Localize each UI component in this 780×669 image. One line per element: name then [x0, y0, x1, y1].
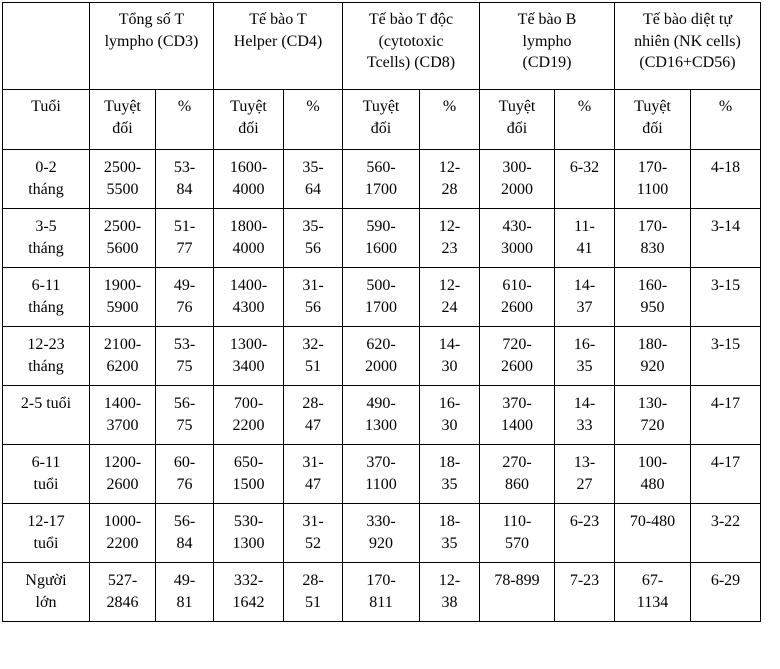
absolute-value-cell: 1400- 4300 — [214, 268, 284, 327]
absolute-value-cell: 67- 1134 — [615, 563, 691, 622]
absolute-value-cell: 100- 480 — [615, 445, 691, 504]
absolute-value-cell: 300- 2000 — [480, 150, 555, 209]
age-group-cell: Người lớn — [3, 563, 90, 622]
percent-value-cell: 53- 75 — [156, 327, 214, 386]
percent-value-cell: 3-15 — [691, 268, 761, 327]
sub-header-absolute: Tuyệt đối — [343, 90, 420, 150]
age-group-cell: 3-5 tháng — [3, 209, 90, 268]
absolute-value-cell: 1300- 3400 — [214, 327, 284, 386]
sub-header-absolute: Tuyệt đối — [214, 90, 284, 150]
percent-value-cell: 31- 47 — [284, 445, 343, 504]
percent-value-cell: 4-18 — [691, 150, 761, 209]
percent-value-cell: 18- 35 — [420, 504, 480, 563]
absolute-value-cell: 160- 950 — [615, 268, 691, 327]
absolute-value-cell: 330- 920 — [343, 504, 420, 563]
absolute-value-cell: 720- 2600 — [480, 327, 555, 386]
group-header-cd19: Tế bào B lympho (CD19) — [480, 3, 615, 90]
sub-header-percent: % — [420, 90, 480, 150]
absolute-value-cell: 110- 570 — [480, 504, 555, 563]
percent-value-cell: 6-29 — [691, 563, 761, 622]
percent-value-cell: 13- 27 — [555, 445, 615, 504]
percent-value-cell: 7-23 — [555, 563, 615, 622]
absolute-value-cell: 560- 1700 — [343, 150, 420, 209]
absolute-value-cell: 270- 860 — [480, 445, 555, 504]
absolute-value-cell: 590- 1600 — [343, 209, 420, 268]
absolute-value-cell: 170- 830 — [615, 209, 691, 268]
percent-value-cell: 56- 84 — [156, 504, 214, 563]
percent-value-cell: 35- 64 — [284, 150, 343, 209]
age-group-cell: 2-5 tuổi — [3, 386, 90, 445]
percent-value-cell: 32- 51 — [284, 327, 343, 386]
sub-header-percent: % — [156, 90, 214, 150]
percent-value-cell: 28- 47 — [284, 386, 343, 445]
percent-value-cell: 28- 51 — [284, 563, 343, 622]
age-group-cell: 0-2 tháng — [3, 150, 90, 209]
absolute-value-cell: 527- 2846 — [90, 563, 156, 622]
percent-value-cell: 60- 76 — [156, 445, 214, 504]
age-group-cell: 12-17 tuổi — [3, 504, 90, 563]
absolute-value-cell: 332- 1642 — [214, 563, 284, 622]
absolute-value-cell: 1600- 4000 — [214, 150, 284, 209]
percent-value-cell: 14- 37 — [555, 268, 615, 327]
absolute-value-cell: 2500- 5500 — [90, 150, 156, 209]
table-row — [3, 386, 761, 445]
percent-value-cell: 6-23 — [555, 504, 615, 563]
absolute-value-cell: 1400- 3700 — [90, 386, 156, 445]
table-row — [3, 327, 761, 386]
percent-value-cell: 3-15 — [691, 327, 761, 386]
group-header-cd3: Tổng số T lympho (CD3) — [90, 3, 214, 90]
percent-value-cell: 3-22 — [691, 504, 761, 563]
absolute-value-cell: 620- 2000 — [343, 327, 420, 386]
age-group-cell: 6-11 tuổi — [3, 445, 90, 504]
sub-header-absolute: Tuyệt đối — [480, 90, 555, 150]
percent-value-cell: 12- 28 — [420, 150, 480, 209]
absolute-value-cell: 2100- 6200 — [90, 327, 156, 386]
absolute-value-cell: 1900- 5900 — [90, 268, 156, 327]
table-row — [3, 563, 761, 622]
sub-header-absolute: Tuyệt đối — [90, 90, 156, 150]
percent-value-cell: 12- 24 — [420, 268, 480, 327]
group-header-cd4: Tế bào T Helper (CD4) — [214, 3, 343, 90]
absolute-value-cell: 1000- 2200 — [90, 504, 156, 563]
group-header-row — [3, 3, 761, 90]
percent-value-cell: 6-32 — [555, 150, 615, 209]
table-row — [3, 445, 761, 504]
percent-value-cell: 12- 23 — [420, 209, 480, 268]
percent-value-cell: 16- 35 — [555, 327, 615, 386]
absolute-value-cell: 78-899 — [480, 563, 555, 622]
sub-header-percent: % — [284, 90, 343, 150]
percent-value-cell: 53- 84 — [156, 150, 214, 209]
sub-header-row — [3, 90, 761, 150]
absolute-value-cell: 500- 1700 — [343, 268, 420, 327]
percent-value-cell: 11- 41 — [555, 209, 615, 268]
absolute-value-cell: 1800- 4000 — [214, 209, 284, 268]
percent-value-cell: 49- 81 — [156, 563, 214, 622]
percent-value-cell: 14- 33 — [555, 386, 615, 445]
table-row — [3, 504, 761, 563]
absolute-value-cell: 490- 1300 — [343, 386, 420, 445]
table-row — [3, 268, 761, 327]
absolute-value-cell: 650- 1500 — [214, 445, 284, 504]
percent-value-cell: 18- 35 — [420, 445, 480, 504]
percent-value-cell: 35- 56 — [284, 209, 343, 268]
age-group-cell: 6-11 tháng — [3, 268, 90, 327]
table-row — [3, 150, 761, 209]
group-header-nk: Tế bào diệt tự nhiên (NK cells) (CD16+CD56) — [615, 3, 761, 90]
corner-cell — [3, 3, 90, 90]
absolute-value-cell: 370- 1100 — [343, 445, 420, 504]
lymphocyte-reference-table — [2, 2, 761, 622]
group-header-cd8: Tế bào T độc (cytotoxic Tcells) (CD8) — [343, 3, 480, 90]
percent-value-cell: 4-17 — [691, 386, 761, 445]
table-row — [3, 209, 761, 268]
percent-value-cell: 56- 75 — [156, 386, 214, 445]
absolute-value-cell: 610- 2600 — [480, 268, 555, 327]
absolute-value-cell: 130- 720 — [615, 386, 691, 445]
percent-value-cell: 49- 76 — [156, 268, 214, 327]
absolute-value-cell: 370- 1400 — [480, 386, 555, 445]
age-group-cell: 12-23 tháng — [3, 327, 90, 386]
percent-value-cell: 51- 77 — [156, 209, 214, 268]
percent-value-cell: 16- 30 — [420, 386, 480, 445]
absolute-value-cell: 170- 811 — [343, 563, 420, 622]
percent-value-cell: 4-17 — [691, 445, 761, 504]
absolute-value-cell: 180- 920 — [615, 327, 691, 386]
absolute-value-cell: 70-480 — [615, 504, 691, 563]
absolute-value-cell: 2500- 5600 — [90, 209, 156, 268]
absolute-value-cell: 170- 1100 — [615, 150, 691, 209]
absolute-value-cell: 430- 3000 — [480, 209, 555, 268]
percent-value-cell: 31- 52 — [284, 504, 343, 563]
percent-value-cell: 12- 38 — [420, 563, 480, 622]
age-header: Tuổi — [3, 90, 90, 150]
sub-header-absolute: Tuyệt đối — [615, 90, 691, 150]
absolute-value-cell: 530- 1300 — [214, 504, 284, 563]
percent-value-cell: 14- 30 — [420, 327, 480, 386]
percent-value-cell: 3-14 — [691, 209, 761, 268]
absolute-value-cell: 1200- 2600 — [90, 445, 156, 504]
percent-value-cell: 31- 56 — [284, 268, 343, 327]
sub-header-percent: % — [691, 90, 761, 150]
absolute-value-cell: 700- 2200 — [214, 386, 284, 445]
sub-header-percent: % — [555, 90, 615, 150]
